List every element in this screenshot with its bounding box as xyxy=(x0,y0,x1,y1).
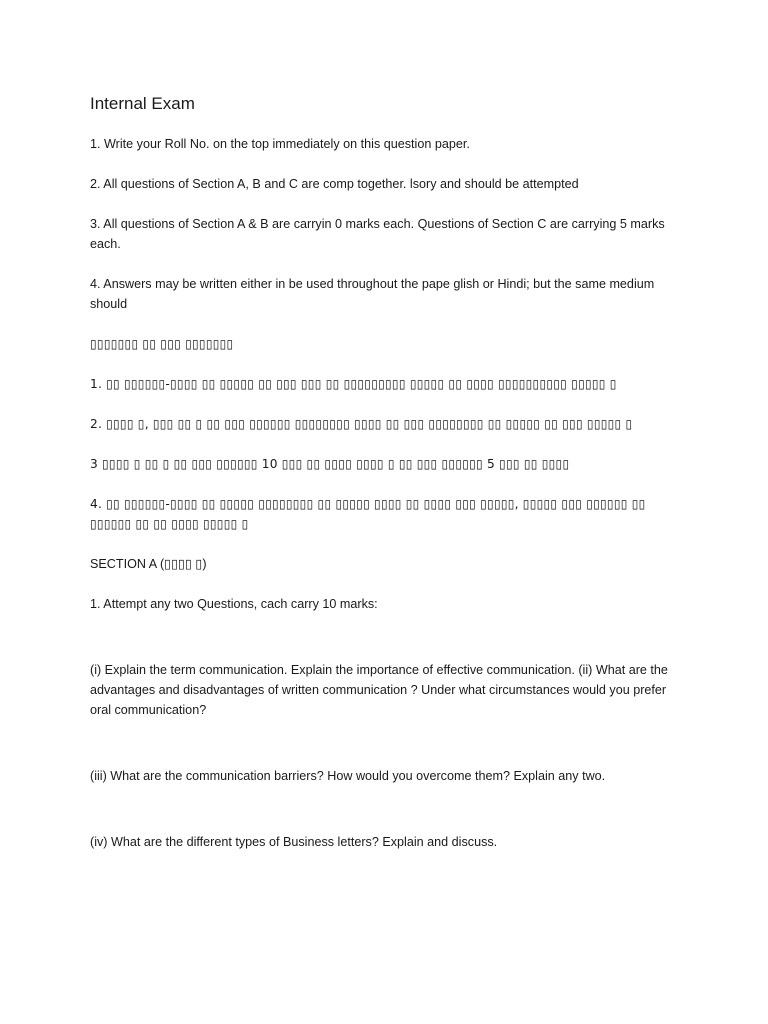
instruction-hi-1: 1. ▯▯ ▯▯▯▯▯▯-▯▯▯▯ ▯▯ ▯▯▯▯▯ ▯▯ ▯▯▯ ▯▯▯ ▯▯ ▯▯▯▯▯▯▯▯▯ ▯▯▯▯▯ ▯▯ ▯▯▯▯ ▯▯▯▯▯▯▯▯▯▯ ▯▯▯▯▯ ▯ xyxy=(90,377,617,391)
instruction-en-3: 3. All questions of Section A & B are carryin 0 marks each. Questions of Section C are carrying 5 marks each. xyxy=(90,217,665,251)
exam-document xyxy=(90,92,675,872)
instruction-en-2: 2. All questions of Section A, B and C are comp together. lsory and should be attempted xyxy=(90,177,579,191)
hindi-heading: ▯▯▯▯▯▯▯ ▯▯ ▯▯▯ ▯▯▯▯▯▯▯ xyxy=(90,337,234,351)
instruction-en-4: 4. Answers may be written either in be used throughout the pape glish or Hindi; but the same medium should xyxy=(90,277,655,311)
section-a-heading: SECTION A (▯▯▯▯ ▯) xyxy=(90,557,207,571)
instruction-hi-3: 3 ▯▯▯▯ ▯ ▯▯ ▯ ▯▯ ▯▯▯ ▯▯▯▯▯▯ 10 ▯▯▯ ▯▯ ▯▯▯▯ ▯▯▯▯ ▯ ▯▯ ▯▯▯ ▯▯▯▯▯▯ 5 ▯▯▯ ▯▯ ▯▯▯▯ xyxy=(90,457,570,471)
section-a-instruction: 1. Attempt any two Questions, cach carry 10 marks: xyxy=(90,597,378,611)
question-1: (i) Explain the term communication. Explain the importance of effective communication. (ii) What are the advantages and disadvantages of written communication ? Under what circumstances would you prefer oral communication? xyxy=(90,663,668,717)
document-title: Internal Exam xyxy=(90,94,195,113)
question-3: (iv) What are the different types of Business letters? Explain and discuss. xyxy=(90,835,498,849)
instruction-en-1: 1. Write your Roll No. on the top immediately on this question paper. xyxy=(90,137,470,151)
instruction-hi-4: 4. ▯▯ ▯▯▯▯▯▯-▯▯▯▯ ▯▯ ▯▯▯▯▯ ▯▯▯▯▯▯▯▯ ▯▯ ▯▯▯▯▯ ▯▯▯▯ ▯▯ ▯▯▯▯ ▯▯▯ ▯▯▯▯▯, ▯▯▯▯▯ ▯▯▯ ▯▯▯▯▯▯ ▯▯ ▯▯▯▯▯▯ ▯▯ ▯▯ ▯▯▯▯ ▯▯▯▯▯ ▯ xyxy=(90,497,646,531)
instruction-hi-2: 2. ▯▯▯▯ ▯, ▯▯▯ ▯▯ ▯ ▯▯ ▯▯▯ ▯▯▯▯▯▯ ▯▯▯▯▯▯▯▯ ▯▯▯▯ ▯▯ ▯▯▯ ▯▯▯▯▯▯▯▯ ▯▯ ▯▯▯▯▯ ▯▯ ▯▯▯ ▯▯▯▯▯ ▯ xyxy=(90,417,633,431)
question-2: (iii) What are the communication barriers? How would you overcome them? Explain any two. xyxy=(90,769,606,783)
